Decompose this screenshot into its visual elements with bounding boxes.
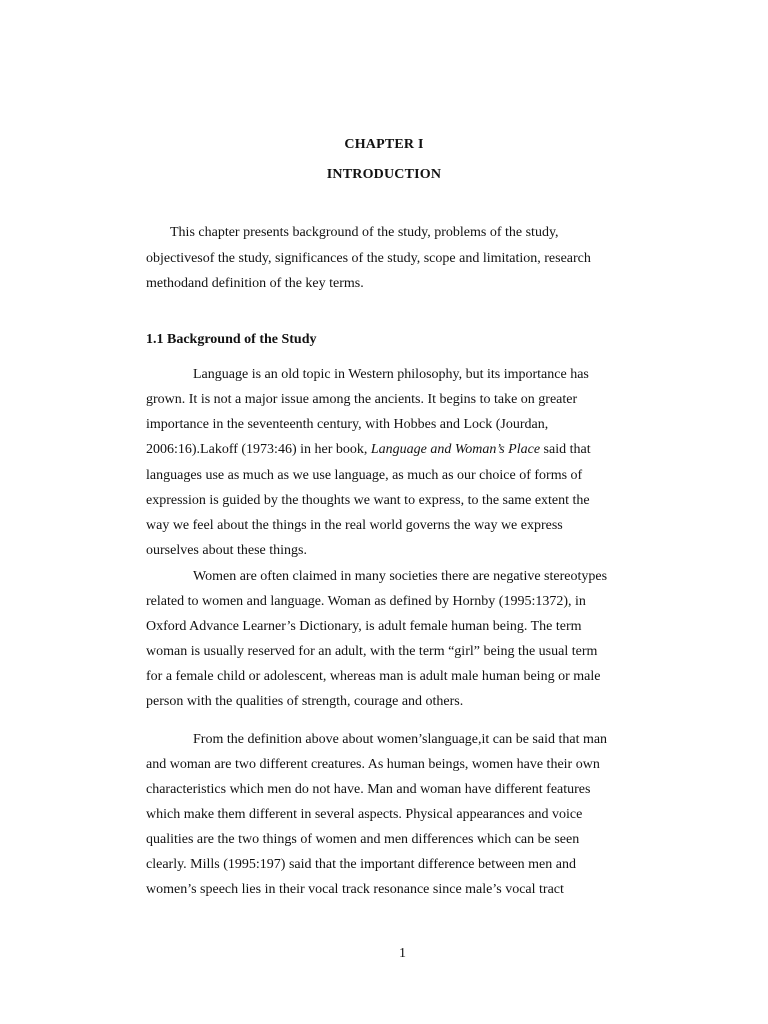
paragraph-line: characteristics which men do not have. Man and woman have different features	[146, 782, 591, 797]
intro-line: methodand definition of the key terms.	[146, 276, 364, 291]
paragraph-text: 2006:16).Lakoff (1973:46) in her book,	[146, 442, 371, 457]
paragraph-line: for a female child or adolescent, whereas man is adult male human being or male	[146, 669, 601, 684]
section-heading: 1.1 Background of the Study	[146, 332, 317, 347]
paragraph-line: Oxford Advance Learner’s Dictionary, is adult female human being. The term	[146, 619, 582, 634]
intro-line: This chapter presents background of the study, problems of the study,	[170, 225, 559, 240]
paragraph-text: said that	[540, 442, 591, 457]
paragraph-line: Women are often claimed in many societies there are negative stereotypes	[193, 569, 608, 584]
paragraph-line: person with the qualities of strength, courage and others.	[146, 694, 464, 709]
paragraph-line: woman is usually reserved for an adult, with the term “girl” being the usual term	[146, 644, 598, 659]
paragraph-line: ourselves about these things.	[146, 543, 307, 558]
paragraph-line: which make them different in several aspects. Physical appearances and voice	[146, 807, 583, 822]
paragraph-line: related to women and language. Woman as defined by Hornby (1995:1372), in	[146, 594, 586, 609]
paragraph-line: clearly. Mills (1995:197) said that the important difference between men and	[146, 857, 576, 872]
paragraph-line	[146, 441, 591, 459]
paragraph-line: qualities are the two things of women and men differences which can be seen	[146, 832, 580, 847]
paragraph-line: and woman are two different creatures. As human beings, women have their own	[146, 757, 600, 772]
paragraph-line: way we feel about the things in the real world governs the way we express	[146, 518, 563, 533]
paragraph-line: women’s speech lies in their vocal track resonance since male’s vocal tract	[146, 882, 564, 897]
intro-line: objectivesof the study, significances of the study, scope and limitation, research	[146, 251, 591, 266]
paragraph-line: expression is guided by the thoughts we want to express, to the same extent the	[146, 493, 590, 508]
paragraph-line: languages use as much as we use language, as much as our choice of forms of	[146, 468, 583, 483]
paragraph-line: importance in the seventeenth century, with Hobbes and Lock (Jourdan,	[146, 417, 549, 432]
chapter-label: CHAPTER I	[344, 137, 424, 152]
paragraph-line: grown. It is not a major issue among the ancients. It begins to take on greater	[146, 392, 578, 407]
page-number: 1	[399, 946, 406, 961]
book-title: Language and Woman’s Place	[370, 442, 541, 457]
paragraph-line: From the definition above about women’slanguage,it can be said that man	[193, 732, 608, 747]
chapter-title: INTRODUCTION	[326, 167, 442, 182]
paragraph-line: Language is an old topic in Western philosophy, but its importance has	[193, 367, 589, 382]
